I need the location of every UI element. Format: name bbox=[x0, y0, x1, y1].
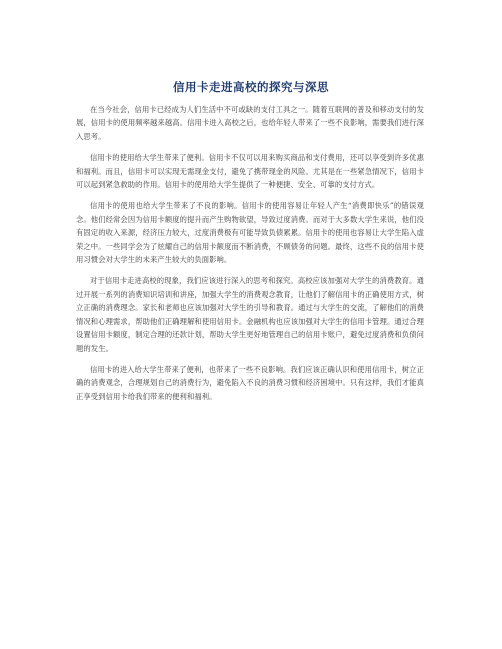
document-title: 信用卡走进高校的探究与深思 bbox=[173, 80, 329, 94]
paragraph-2: 信用卡的使用给大学生带来了便利。信用卡不仅可以用来购买商品和支付费用，还可以享受到许多优惠和福利。而且，信用卡可以实现无需现金支付，避免了携带现金的风险。尤其是在一些紧急情况下，信用卡可以起到紧急救助的作用。信用卡的使用给大学生提供了一种便捷、安全、可靠的支付方式。 bbox=[76, 153, 424, 190]
paragraph-4: 对于信用卡走进高校的现象，我们应该进行深入的思考和探究。高校应该加强对大学生的消费教育。通过开展一系列的消费知识培训和讲座，加强大学生的消费观念教育，让他们了解信用卡的正确使用方式，树立正确的消费理念。家长和老师也应该加强对大学生的引导和教育。通过与大学生的交流，了解他们的消费情况和心理需求，帮助他们正确理解和使用信用卡。金融机构也应该加强对大学生的信用卡管理。通过合理设置信用卡额度，制定合理的还款计划，帮助大学生更好地管理自己的信用卡账户，避免过度消费和负债问题的发生。 bbox=[76, 276, 424, 353]
document-body bbox=[76, 103, 424, 411]
paragraph-3: 信用卡的使用也给大学生带来了不良的影响。信用卡的使用容易让年轻人产生“消费即快乐”的错误观念。他们经常会因为信用卡额度的提升而产生购物欲望，导致过度消费。而对于大多数大学生来说，他们没有固定的收入来源，经济压力较大，过度消费极有可能导致负债累累。信用卡的使用也容易让大学生陷入虚荣之中。一些同学会为了炫耀自己的信用卡额度而不断消费，不顾债务的问题。最终，这些不良的信用卡使用习惯会对大学生的未来产生较大的负面影响。 bbox=[76, 201, 424, 265]
paragraph-5: 信用卡的进入给大学生带来了便利，也带来了一些不良影响。我们应该正确认识和使用信用卡，树立正确的消费观念，合理规划自己的消费行为，避免陷入不良的消费习惯和经济困境中。只有这样，我们才能真正享受到信用卡给我们带来的便利和福利。 bbox=[76, 364, 424, 401]
paragraph-1: 在当今社会，信用卡已经成为人们生活中不可或缺的支付工具之一。随着互联网的普及和移动支付的发展，信用卡的使用频率越来越高。信用卡进入高校之后，也给年轻人带来了一些不良影响，需要我们进行深入思考。 bbox=[76, 105, 424, 141]
